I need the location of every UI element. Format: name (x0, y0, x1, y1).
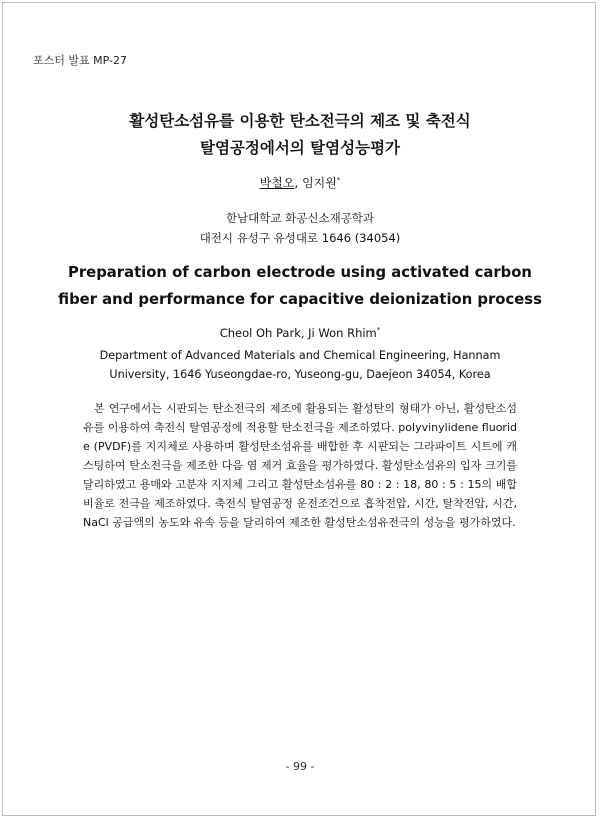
english-title-line2: fiber and performance for capacitive deionization process (58, 291, 542, 308)
korean-affiliation-line2: 대전시 유성구 유성대로 1646 (34054) (199, 231, 401, 245)
english-author-names: Cheol Oh Park, Ji Won Rhim (219, 326, 377, 340)
english-affiliation (0, 346, 600, 384)
english-title (0, 259, 600, 313)
english-affiliation-line2: University, 1646 Yuseongdae-ro, Yuseong-gu, Daejeon 34054, Korea (109, 368, 491, 381)
english-title-line1: Preparation of carbon electrode using activated carbon (68, 264, 532, 281)
korean-author-corresponding: 임지원 (302, 176, 337, 190)
english-affiliation-line1: Department of Advanced Materials and Chemical Engineering, Hannam (99, 349, 501, 362)
korean-corresponding-mark: * (336, 176, 341, 184)
korean-affiliation (0, 208, 600, 248)
session-label: 포스터 발표 MP-27 (33, 54, 127, 67)
korean-title (0, 108, 600, 162)
english-authors (0, 326, 600, 340)
korean-authors (0, 174, 600, 191)
korean-affiliation-line1: 한남대학교 화공신소재공학과 (225, 211, 375, 225)
abstract-body: 본 연구에서는 시판되는 탄소전극의 제조에 활용되는 활성탄의 형태가 아닌, 활성탄소섬유를 이용하여 축전식 탈염공정에 적용할 탄소전극을 제조하였다. polyvinylidene fluoride (PVDF)를 지지체로 사용하며 활성탄소섬유를 배합한 후 시판되는 그라파이트 시트에 캐스팅하여 탄소전극을 제조한 다음 염 제거 효율을 평가하였다. 활성탄소섬유의 입자 크기를 달리하였고 용매와 고분자 지지체 그리고 활성탄소섬유를 80 : 2 : 18, 80 : 5 : 15의 배합비율로 전극을 제조하였다. 축전식 탈염공정 운전조건으로 흡착전압, 시간, 탈착전압, 시간, NaCl 공급액의 농도와 유속 등을 달리하여 제조한 활성탄소섬유전극의 성능을 평가하였다. (83, 402, 517, 529)
korean-title-line2: 탈염공정에서의 탈염성능평가 (199, 139, 401, 157)
korean-title-line1: 활성탄소섬유를 이용한 탄소전극의 제조 및 축전식 (129, 112, 471, 130)
english-corresponding-mark: * (376, 326, 381, 335)
korean-author-presenter: 박철오 (259, 176, 295, 190)
page-number: - 99 - (285, 760, 315, 773)
korean-author-separator: , (294, 176, 303, 190)
